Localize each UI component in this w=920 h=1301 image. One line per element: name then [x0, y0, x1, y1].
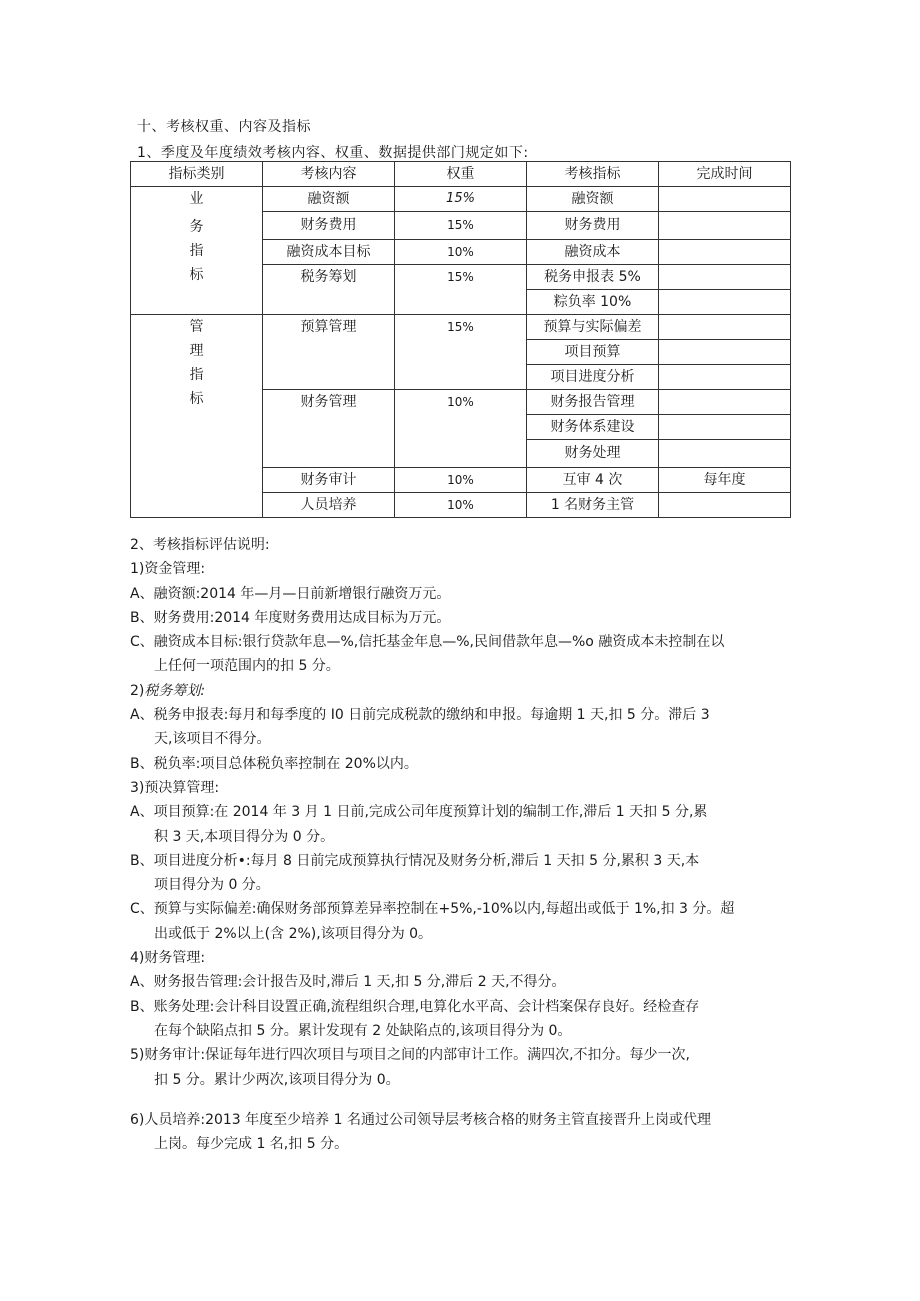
- note-item: A、税务申报表:每月和每季度的 I0 日前完成税款的缴纳和申报。每逾期 1 天,扣 5 分。滞后 3: [130, 707, 710, 724]
- content-cell: 人员培养: [263, 493, 395, 518]
- note-item: A、融资额:2014 年—月—日前新增银行融资万元。: [130, 585, 451, 602]
- note-heading: 3)预决算管理:: [130, 779, 220, 796]
- time-cell: [659, 340, 791, 365]
- note-heading: 1)资金管理:: [130, 561, 206, 578]
- evaluation-notes: [130, 533, 792, 1156]
- time-cell: [659, 493, 791, 518]
- note-item-cont: 天,该项目不得分。: [154, 731, 271, 748]
- note-item: B、项目进度分析•:每月 8 日前完成预算执行情况及财务分析,滞后 1 天扣 5 分,累积 3 天,本: [130, 852, 700, 869]
- note-item: A、项目预算:在 2014 年 3 月 1 日前,完成公司年度预算计划的编制工作,滞后 1 天扣 5 分,累: [130, 804, 708, 821]
- header-category: 指标类别: [131, 162, 263, 187]
- time-cell: 每年度: [659, 468, 791, 493]
- weight-cell: 15%: [395, 212, 527, 240]
- note-item-cont: 上任何一项范围内的扣 5 分。: [154, 658, 340, 675]
- table-row: [131, 187, 791, 212]
- weight-cell: 10%: [395, 390, 527, 468]
- indicator-cell: 互审 4 次: [527, 468, 659, 493]
- note-item-cont: 上岗。每少完成 1 名,扣 5 分。: [154, 1136, 349, 1153]
- indicator-cell: 财务报告管理: [527, 390, 659, 415]
- kpi-table: [130, 161, 791, 518]
- content-cell: 财务审计: [263, 468, 395, 493]
- spacer: [130, 1092, 792, 1108]
- weight-cell: 15%: [395, 265, 527, 315]
- indicator-cell: 财务体系建设: [527, 415, 659, 440]
- note-item: B、账务处理:会计科目设置正确,流程组织合理,电算化水平高、会计档案保存良好。经检查存: [130, 998, 700, 1015]
- header-content: 考核内容: [263, 162, 395, 187]
- section-title: 十、考核权重、内容及指标: [137, 119, 311, 135]
- indicator-cell: 融资成本: [527, 240, 659, 265]
- note-heading: 6)人员培养:2013 年度至少培养 1 名通过公司领导层考核合格的财务主管直接晋升上岗或代理: [130, 1111, 711, 1128]
- time-cell: [659, 212, 791, 240]
- content-cell: 预算管理: [263, 315, 395, 390]
- time-cell: [659, 290, 791, 315]
- note-item: B、财务费用:2014 年度财务费用达成目标为万元。: [130, 609, 451, 626]
- note-item: B、税负率:项目总体税负率控制在 20%以内。: [130, 755, 418, 772]
- note-item-cont: 项目得分为 0 分。: [154, 877, 270, 894]
- indicator-cell: 税务申报表 5%: [527, 265, 659, 290]
- indicator-cell: 1 名财务主管: [527, 493, 659, 518]
- note-heading: 2)税务筹划:: [130, 682, 206, 699]
- indicator-cell: 融资额: [527, 187, 659, 212]
- weight-cell: 15%: [395, 187, 527, 212]
- note-item-cont: 在每个缺陷点扣 5 分。累计发现有 2 处缺陷点的,该项目得分为 0。: [154, 1022, 572, 1039]
- time-cell: [659, 265, 791, 290]
- time-cell: [659, 390, 791, 415]
- note-heading: 5)财务审计:保证每年进行四次项目与项目之间的内部审计工作。满四次,不扣分。每少一次,: [130, 1047, 690, 1064]
- content-cell: 财务费用: [263, 212, 395, 240]
- time-cell: [659, 315, 791, 340]
- time-cell: [659, 365, 791, 390]
- category-business: 业 务 指 标: [131, 187, 263, 315]
- weight-cell: 10%: [395, 240, 527, 265]
- indicator-cell: 粽负率 10%: [527, 290, 659, 315]
- category-management: 管 理 指 标: [131, 315, 263, 518]
- content-cell: 融资额: [263, 187, 395, 212]
- content-cell: 财务管理: [263, 390, 395, 468]
- content-cell: 融资成本目标: [263, 240, 395, 265]
- weight-cell: 10%: [395, 493, 527, 518]
- header-indicator: 考核指标: [527, 162, 659, 187]
- table-header-row: [131, 162, 791, 187]
- table-row: [131, 315, 791, 340]
- indicator-cell: 预算与实际偏差: [527, 315, 659, 340]
- time-cell: [659, 440, 791, 468]
- note-item: C、预算与实际偏差:确保财务部预算差异率控制在+5%,-10%以内,每超出或低于 1%,扣 3 分。超: [130, 901, 735, 918]
- notes-title: 2、考核指标评估说明:: [130, 537, 270, 553]
- header-time: 完成时间: [659, 162, 791, 187]
- indicator-cell: 项目预算: [527, 340, 659, 365]
- time-cell: [659, 187, 791, 212]
- table-intro: 1、季度及年度绩效考核内容、权重、数据提供部门规定如下:: [137, 145, 529, 161]
- note-item-cont: 积 3 天,本项目得分为 0 分。: [154, 828, 335, 845]
- indicator-cell: 项目进度分析: [527, 365, 659, 390]
- indicator-cell: 财务处理: [527, 440, 659, 468]
- note-item: A、财务报告管理:会计报告及时,滞后 1 天,扣 5 分,滞后 2 天,不得分。: [130, 974, 566, 991]
- weight-cell: 10%: [395, 468, 527, 493]
- indicator-cell: 财务费用: [527, 212, 659, 240]
- content-cell: 税务筹划: [263, 265, 395, 315]
- time-cell: [659, 240, 791, 265]
- note-item-cont: 扣 5 分。累计少两次,该项目得分为 0。: [154, 1071, 400, 1088]
- weight-cell: 15%: [395, 315, 527, 390]
- note-item-cont: 出或低于 2%以上(含 2%),该项目得分为 0。: [154, 925, 433, 942]
- note-heading: 4)财务管理:: [130, 950, 206, 967]
- note-item: C、融资成本目标:银行贷款年息—%,信托基金年息—%,民间借款年息—%o 融资成本未控制在以: [130, 634, 725, 651]
- time-cell: [659, 415, 791, 440]
- header-weight: 权重: [395, 162, 527, 187]
